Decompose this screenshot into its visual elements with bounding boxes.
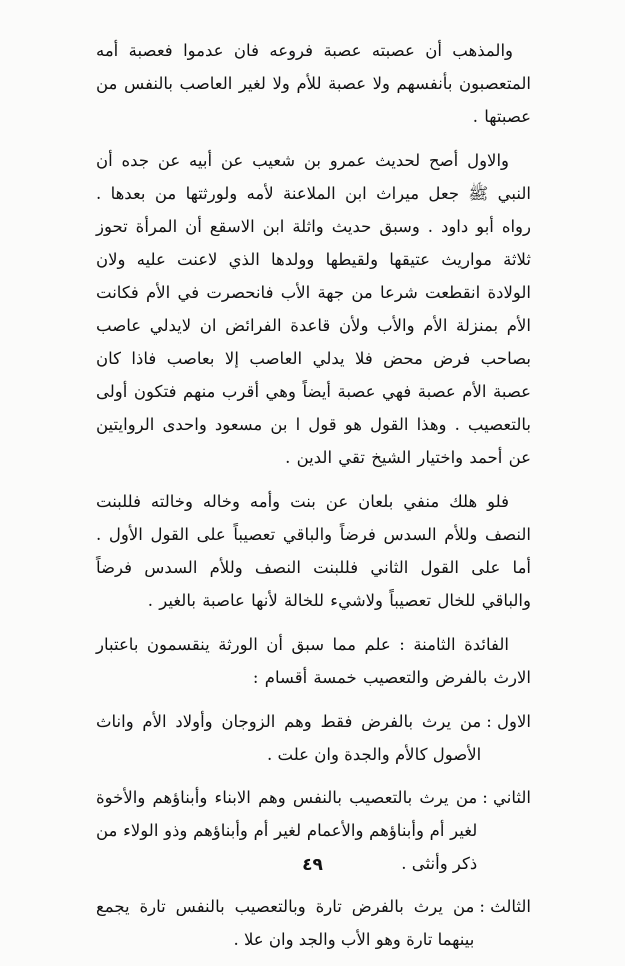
paragraph-example: فلو هلك منفي بلعان عن بنت وأمه وخاله وخالته فللبنت النصف وللأم السدس فرضاً والباقي تعصيباً على القول الأول . أما على القول الثاني فللبنت النصف وللأم السدس فرضاً والباقي للخال تعصيباً ولاشيء للخالة لأنها عاصبة بالغير . — [96, 492, 531, 610]
list-item-label: الثالث : — [479, 897, 531, 916]
paragraph-eighth-benefit: الفائدة الثامنة : علم مما سبق أن الورثة ينقسمون باعتبار الارث بالفرض والتعصيب خمسة أقسام : — [96, 635, 531, 687]
paragraph-hadith: والاول أصح لحديث عمرو بن شعيب عن أبيه عن جده أن النبي ﷺ جعل ميراث ابن الملاعنة لأمه ولورثتها من بعدها . رواه أبو داود . وسبق حديث واثلة ابن الاسقع أن المرأة تحوز ثلاثة مواريث عتيقها ولقيطها وولدها الذي لاعنت عليه ولان الولادة انقطعت شرعا من جهة الأب فانحصرت في الأم فكانت الأم بمنزلة الأم والأب ولأن قاعدة الفرائض ان لايدلي عاصب بصاحب فرض محض فلا يدلي العاصب إلا بعاصب فاذا كان عصبة الأم عصبة فهي عصبة أيضاً وهي أقرب منهم فتكون أولى بالتعصيب . وهذا القول هو قول ا بن مسعود واحدى الروايتين عن أحمد واختيار الشيخ تقي الدين . — [96, 151, 531, 467]
list-item-label: الثاني : — [482, 788, 531, 807]
paragraph-madhhab: والمذهب أن عصبته عصبة فروعه فان عدموا فعصبة أمه المتعصبون بأنفسهم ولا عصبة للأم ولا لغير العاصب بالنفس من عصبتها . — [96, 41, 531, 126]
list-item-text: من يرث بالتعصيب بالنفس وهم الابناء وأبناؤهم والأخوة لغير أم وأبناؤهم والأعمام لغير أم وأبناؤهم وذو الولاء من ذكر وأنثى . — [96, 788, 478, 873]
page-body — [96, 34, 531, 966]
list-item-first — [96, 705, 531, 771]
page-number: ٤٩ — [302, 855, 323, 875]
list-item-text: من يرث بالفرض تارة وبالتعصيب بالنفس تارة يجمع بينهما تارة وهو الأب والجد وان علا . — [96, 897, 475, 949]
list-item-label: الاول : — [486, 712, 531, 731]
list-item-third — [96, 890, 531, 956]
list-item-text: من يرث بالفرض فقط وهم الزوجان وأولاد الأم واناث الأصول كالأم والجدة وان علت . — [96, 712, 482, 764]
